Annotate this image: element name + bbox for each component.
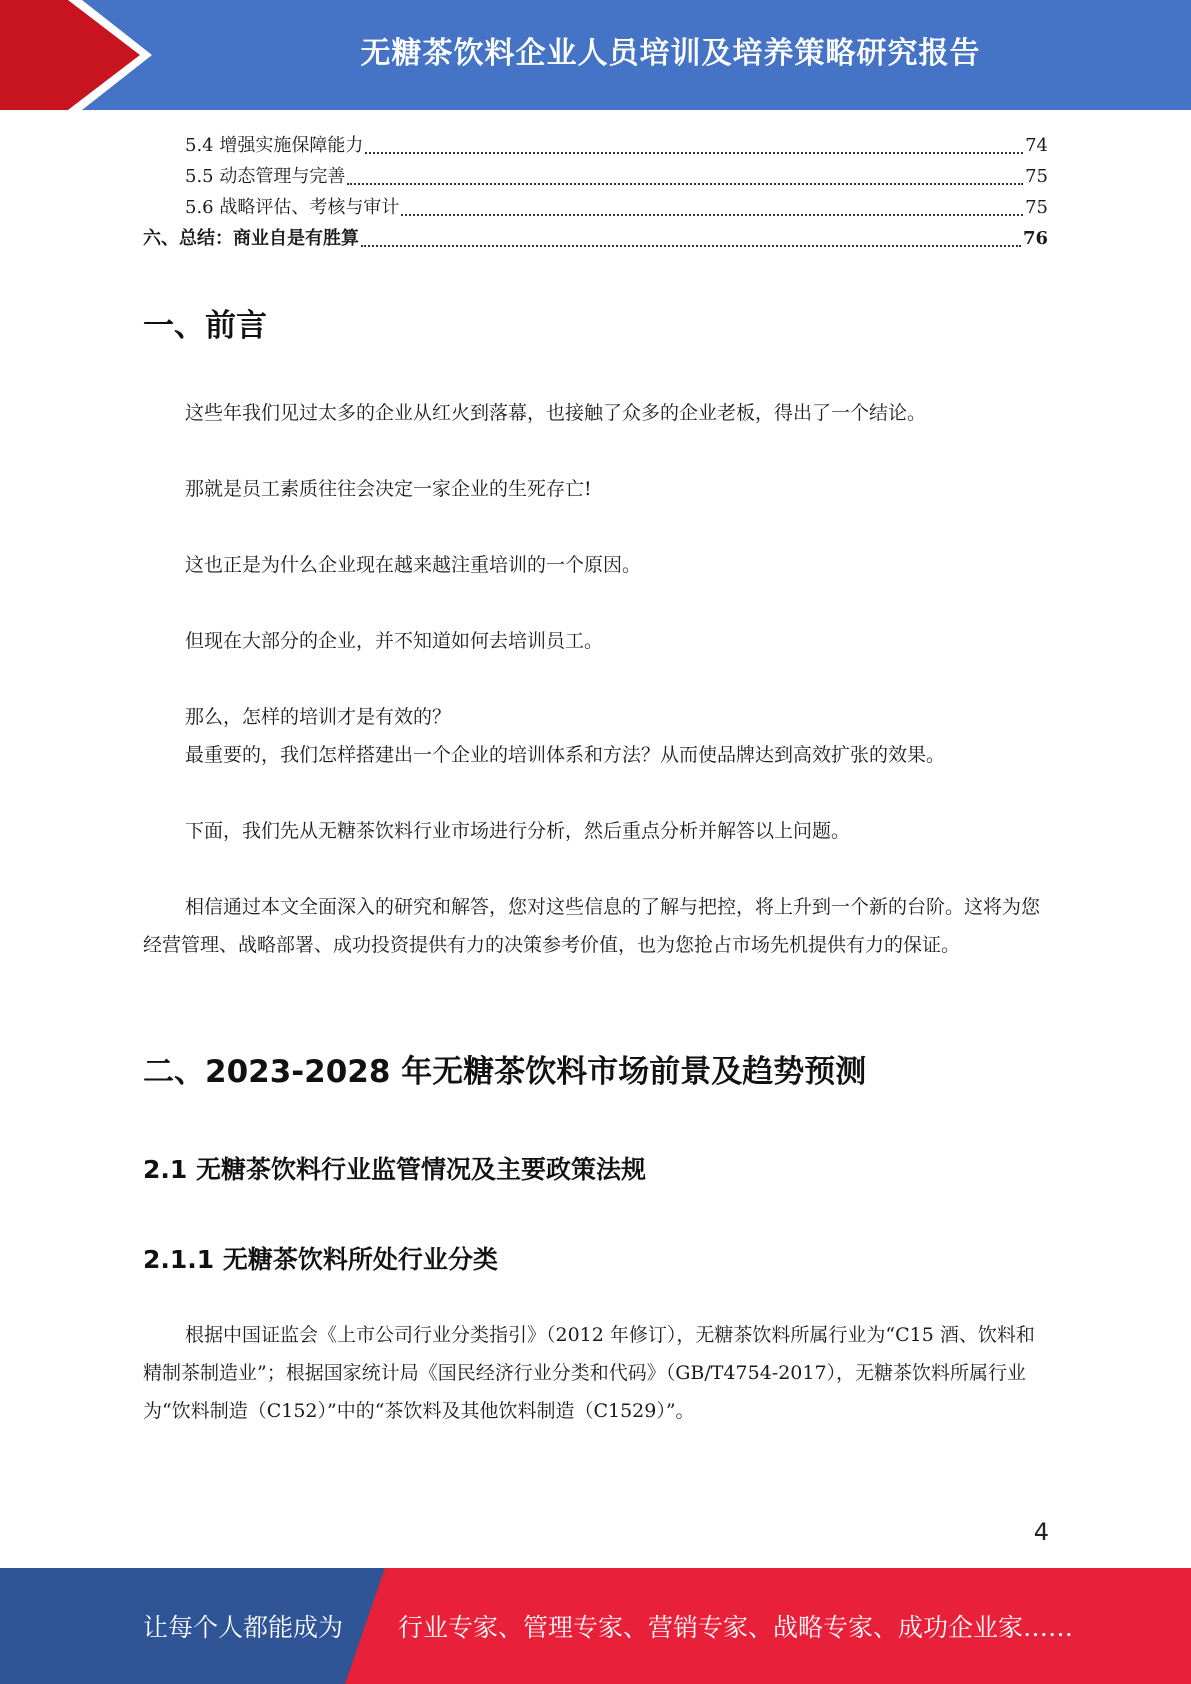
- page-header: [0, 0, 1191, 110]
- header-title: 无糖茶饮料企业人员培训及培养策略研究报告: [360, 36, 981, 71]
- subsection-heading: 2.1 无糖茶饮料行业监管情况及主要政策法规: [143, 1155, 646, 1184]
- toc-leader-dots: [361, 245, 1021, 247]
- toc-item-page: 75: [1025, 197, 1048, 218]
- toc-item-page: 76: [1022, 228, 1048, 249]
- footer-slogan-left: 让每个人都能成为: [143, 1613, 344, 1642]
- toc-item[interactable]: [143, 161, 1048, 192]
- toc-item[interactable]: [143, 130, 1048, 161]
- toc-item-page: 75: [1025, 166, 1048, 187]
- body-paragraph: 那么，怎样的培训才是有效的？: [185, 706, 452, 728]
- page-footer: [0, 1568, 1191, 1684]
- body-paragraph: 根据中国证监会《上市公司行业分类指引》（2012 年修订），无糖茶饮料所属行业为“C15 酒、饮料和精制茶制造业”；根据国家统计局《国民经济行业分类和代码》（GB/T4754-2017），无糖茶饮料所属行业为“饮料制造（C152）”中的“茶饮料及其他饮料制造（C1529）”。: [143, 1324, 1035, 1422]
- section-heading-market-outlook: 二、2023-2028 年无糖茶饮料市场前景及趋势预测: [143, 1054, 867, 1090]
- body-paragraph: 这也正是为什么企业现在越来越注重培训的一个原因。: [185, 554, 642, 576]
- toc-item-label: 5.5 动态管理与完善: [185, 166, 346, 187]
- body-paragraph: 那就是员工素质往往会决定一家企业的生死存亡!: [185, 478, 592, 500]
- subsection-heading: 2.1.1 无糖茶饮料所处行业分类: [143, 1245, 498, 1274]
- body-paragraph: 相信通过本文全面深入的研究和解答，您对这些信息的了解与把控，将上升到一个新的台阶。这将为您经营管理、战略部署、成功投资提供有力的决策参考价值，也为您抢占市场先机提供有力的保证。: [143, 896, 1041, 956]
- toc-leader-dots: [365, 152, 1023, 154]
- toc-item-page: 74: [1025, 135, 1048, 156]
- body-paragraph: 最重要的，我们怎样搭建出一个企业的培训体系和方法？从而使品牌达到高效扩张的效果。: [185, 744, 946, 766]
- toc-item-label: 六、总结：商业自是有胜算: [143, 228, 359, 249]
- body-paragraph: 但现在大部分的企业，并不知道如何去培训员工。: [185, 630, 604, 652]
- section-heading-preface: 一、前言: [143, 308, 267, 344]
- toc-item-label: 5.4 增强实施保障能力: [185, 135, 364, 156]
- toc-leader-dots: [401, 214, 1023, 216]
- toc-item[interactable]: [143, 192, 1048, 223]
- toc-item[interactable]: [143, 223, 1048, 254]
- header-arrow-icon: [0, 0, 160, 110]
- page-number: 4: [1033, 1518, 1049, 1546]
- table-of-contents: [143, 130, 1048, 254]
- toc-leader-dots: [347, 183, 1023, 185]
- body-paragraph: 这些年我们见过太多的企业从红火到落幕，也接触了众多的企业老板，得出了一个结论。: [185, 402, 927, 424]
- body-paragraph: 下面，我们先从无糖茶饮料行业市场进行分析，然后重点分析并解答以上问题。: [185, 820, 851, 842]
- footer-slogan-right: 行业专家、管理专家、营销专家、战略专家、成功企业家……: [398, 1613, 1074, 1642]
- toc-item-label: 5.6 战略评估、考核与审计: [185, 197, 400, 218]
